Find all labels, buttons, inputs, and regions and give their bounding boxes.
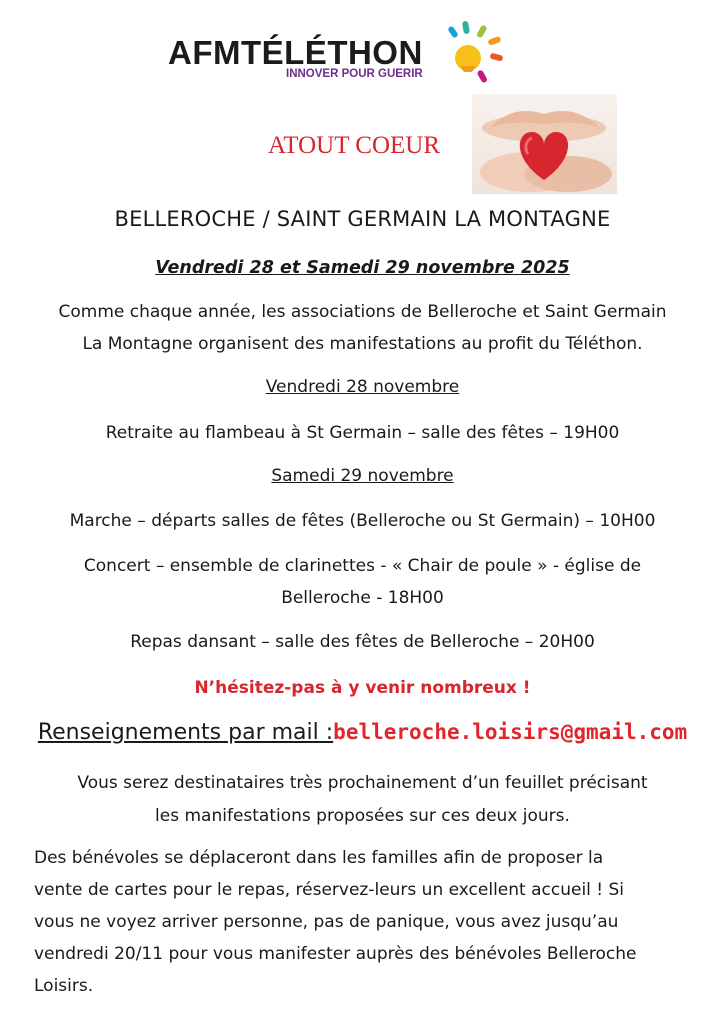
location-heading: BELLEROCHE / SAINT GERMAIN LA MONTAGNE xyxy=(114,207,611,231)
event-dates: Vendredi 28 et Samedi 29 novembre 2025 xyxy=(155,258,570,278)
volunteers-line: vente de cartes pour le repas, réservez-leurs un excellent accueil ! Si xyxy=(34,880,625,900)
day2-event-concert xyxy=(0,550,725,614)
call-to-action: N’hésitez-pas à y venir nombreux ! xyxy=(194,678,531,698)
intro-paragraph xyxy=(0,296,725,360)
notice-paragraph xyxy=(0,767,725,833)
afm-telethon-logo xyxy=(168,16,508,86)
concert-line: Belleroche - 18H00 xyxy=(281,588,444,608)
day2-label: Samedi 29 novembre xyxy=(271,466,454,486)
day2-event-walk: Marche – départs salles de fêtes (Belleroche ou St Germain) – 10H00 xyxy=(69,511,656,531)
event-title: ATOUT COEUR xyxy=(268,132,441,159)
volunteers-line: vous ne voyez arriver personne, pas de panique, vous avez jusqu’au xyxy=(34,912,619,932)
logo-brand-left: AFM xyxy=(168,34,241,71)
volunteers-line: vendredi 20/11 pour vous manifester auprès des bénévoles Belleroche xyxy=(34,944,637,964)
logo-wordmark xyxy=(168,34,423,72)
day1-event: Retraite au flambeau à St Germain – salle des fêtes – 19H00 xyxy=(105,423,620,443)
day2-event-dinner: Repas dansant – salle des fêtes de Belleroche – 20H00 xyxy=(130,632,595,652)
concert-line: Concert – ensemble de clarinettes - « Chair de poule » - église de xyxy=(83,556,642,576)
logo-tagline: INNOVER POUR GUERIR xyxy=(286,68,423,80)
volunteers-line: Des bénévoles se déplaceront dans les familles afin de proposer la xyxy=(34,848,604,868)
volunteers-line: Loisirs. xyxy=(34,976,94,996)
notice-line: Vous serez destinataires très prochainement d’un feuillet précisant xyxy=(77,773,648,793)
intro-line: Comme chaque année, les associations de Belleroche et Saint Germain xyxy=(58,302,667,322)
intro-line: La Montagne organisent des manifestations au profit du Téléthon. xyxy=(82,334,643,354)
contact-email-link[interactable]: belleroche.loisirs@gmail.com xyxy=(333,720,688,744)
notice-line: les manifestations proposées sur ces deux jours. xyxy=(155,806,570,826)
volunteers-paragraph xyxy=(34,842,704,1002)
contact-label: Renseignements par mail : xyxy=(37,720,334,745)
hands-heart-image xyxy=(472,94,617,194)
contact-line xyxy=(0,720,725,745)
sun-icon xyxy=(436,16,506,86)
logo-brand-right: TÉLÉTHON xyxy=(240,34,423,71)
day1-label: Vendredi 28 novembre xyxy=(265,377,460,397)
